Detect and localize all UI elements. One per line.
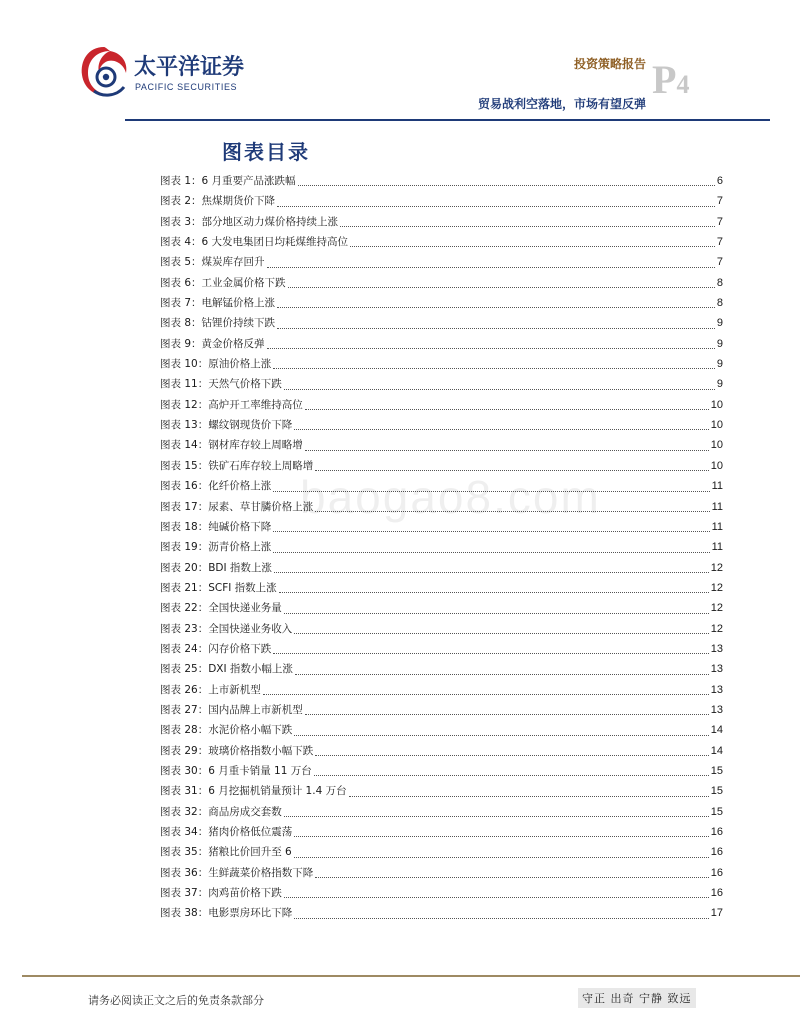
- toc-entry-label: 图表 30：6 月重卡销量 11 万台: [160, 764, 312, 777]
- toc-entry-page: 7: [716, 195, 723, 208]
- toc-entry[interactable]: [160, 293, 723, 313]
- page-number-badge: [652, 57, 690, 109]
- toc-entry-page: 7: [716, 256, 723, 269]
- toc-entry[interactable]: [160, 558, 723, 578]
- toc-leader-dots: [277, 327, 715, 329]
- toc-entry[interactable]: [160, 334, 723, 354]
- toc-entry-label: 图表 7：电解锰价格上涨: [160, 297, 276, 310]
- toc-leader-dots: [263, 693, 709, 695]
- toc-entry[interactable]: [160, 354, 723, 374]
- toc-entry-label: 图表 23：全国快递业务收入: [160, 622, 293, 635]
- toc-entry[interactable]: [160, 456, 723, 476]
- toc-entry-label: 图表 29：玻璃价格指数小幅下跌: [160, 744, 314, 757]
- toc-entry-page: 12: [710, 602, 723, 615]
- toc-entry[interactable]: [160, 232, 723, 252]
- toc-entry-page: 15: [710, 805, 723, 818]
- report-subtitle: 贸易战利空落地，市场有望反弹: [477, 97, 646, 111]
- toc-leader-dots: [273, 530, 709, 532]
- toc-leader-dots: [305, 713, 709, 715]
- toc-entry-page: 10: [710, 398, 723, 411]
- toc-entry-page: 16: [710, 887, 723, 900]
- toc-entry[interactable]: [160, 273, 723, 293]
- toc-entry-label: 图表 22：全国快递业务量: [160, 602, 282, 615]
- toc-entry[interactable]: [160, 517, 723, 537]
- toc-list: [160, 171, 723, 924]
- toc-leader-dots: [294, 917, 709, 919]
- watermark: baogao8.com: [300, 471, 601, 523]
- toc-entry-page: 17: [710, 907, 723, 920]
- toc-leader-dots: [284, 612, 709, 614]
- toc-entry-label: 图表 36：生鲜蔬菜价格指数下降: [160, 866, 314, 879]
- toc-entry[interactable]: [160, 476, 723, 496]
- toc-entry[interactable]: [160, 395, 723, 415]
- toc-entry[interactable]: [160, 883, 723, 903]
- toc-entry-label: 图表 3：部分地区动力煤价格持续上涨: [160, 215, 339, 228]
- toc-entry-page: 14: [710, 744, 723, 757]
- toc-entry-label: 图表 5：煤炭库存回升: [160, 256, 265, 269]
- toc-entry-label: 图表 8：钴锂价持续下跌: [160, 317, 276, 330]
- toc-leader-dots: [315, 876, 709, 878]
- toc-entry-page: 15: [710, 764, 723, 777]
- toc-entry-page: 12: [710, 581, 723, 594]
- toc-entry-page: 11: [711, 500, 723, 513]
- toc-entry-page: 12: [710, 561, 723, 574]
- toc-leader-dots: [350, 245, 715, 247]
- toc-leader-dots: [273, 652, 709, 654]
- toc-entry[interactable]: [160, 415, 723, 435]
- toc-leader-dots: [314, 774, 709, 776]
- toc-entry[interactable]: [160, 578, 723, 598]
- toc-entry-label: 图表 6：工业金属价格下跌: [160, 276, 286, 289]
- toc-entry-label: 图表 21：SCFI 指数上涨: [160, 581, 277, 594]
- toc-entry-label: 图表 26：上市新机型: [160, 683, 261, 696]
- toc-entry-page: 7: [716, 236, 723, 249]
- toc-entry[interactable]: [160, 497, 723, 517]
- toc-entry[interactable]: [160, 680, 723, 700]
- toc-entry-label: 图表 2：焦煤期货价下降: [160, 195, 276, 208]
- toc-leader-dots: [315, 754, 709, 756]
- page-number: 4: [676, 70, 690, 99]
- toc-entry[interactable]: [160, 741, 723, 761]
- toc-entry[interactable]: [160, 863, 723, 883]
- toc-entry-label: 图表 17：尿素、草甘膦价格上涨: [160, 500, 314, 513]
- toc-entry-label: 图表 38：电影票房环比下降: [160, 907, 293, 920]
- toc-entry[interactable]: [160, 537, 723, 557]
- toc-entry-label: 图表 35：猪粮比价回升至 6: [160, 846, 292, 859]
- toc-entry[interactable]: [160, 761, 723, 781]
- toc-leader-dots: [284, 896, 709, 898]
- toc-entry-page: 13: [710, 683, 723, 696]
- toc-entry-label: 图表 34：猪肉价格低位震荡: [160, 826, 293, 838]
- toc-entry-label: 图表 9：黄金价格反弹: [160, 337, 265, 350]
- toc-entry[interactable]: [160, 619, 723, 639]
- toc-entry[interactable]: [160, 212, 723, 232]
- toc-leader-dots: [340, 225, 715, 227]
- toc-entry-page: 11: [711, 541, 723, 554]
- toc-leader-dots: [274, 571, 709, 573]
- header-divider: [125, 119, 770, 121]
- toc-entry[interactable]: [160, 659, 723, 679]
- brand-name-en: PACIFIC SECURITIES: [135, 82, 238, 92]
- footer-disclaimer: 请务必阅读正文之后的免责条款部分: [88, 994, 264, 1007]
- toc-entry-label: 图表 31：6 月挖掘机销量预计 1.4 万台: [160, 785, 347, 798]
- toc-leader-dots: [305, 408, 709, 410]
- toc-entry-page: 11: [711, 480, 723, 493]
- toc-entry[interactable]: [160, 822, 723, 842]
- toc-entry-label: 图表 10：原油价格上涨: [160, 358, 272, 371]
- toc-entry-label: 图表 25：DXI 指数小幅上涨: [160, 663, 293, 676]
- toc-entry-page: 7: [716, 215, 723, 228]
- toc-entry-label: 图表 1：6 月重要产品涨跌幅: [160, 175, 296, 187]
- toc-entry-page: 16: [710, 846, 723, 859]
- toc-entry[interactable]: [160, 720, 723, 740]
- brand-name-cn: 太平洋证券: [134, 55, 245, 80]
- toc-entry-page: 16: [710, 866, 723, 879]
- toc-leader-dots: [284, 388, 715, 390]
- toc-leader-dots: [305, 449, 709, 451]
- toc-leader-dots: [315, 510, 709, 512]
- toc-leader-dots: [267, 347, 715, 349]
- toc-entry-page: 10: [710, 439, 723, 452]
- toc-leader-dots: [294, 428, 709, 430]
- toc-entry-label: 图表 18：纯碱价格下降: [160, 520, 272, 533]
- toc-entry-label: 图表 12：高炉开工率维持高位: [160, 398, 303, 411]
- toc-leader-dots: [349, 795, 709, 797]
- toc-entry[interactable]: [160, 374, 723, 394]
- page-header: [0, 0, 800, 125]
- toc-leader-dots: [279, 591, 709, 593]
- toc-leader-dots: [277, 306, 715, 308]
- toc-entry-label: 图表 32：商品房成交套数: [160, 805, 282, 818]
- toc-entry-page: 6: [716, 175, 723, 187]
- toc-entry[interactable]: [160, 435, 723, 455]
- toc-entry[interactable]: [160, 191, 723, 211]
- toc-leader-dots: [294, 734, 709, 736]
- toc-entry-label: 图表 13：螺纹钢现货价下降: [160, 419, 293, 432]
- toc-entry-label: 图表 15：铁矿石库存较上周略增: [160, 459, 314, 472]
- toc-leader-dots: [273, 490, 709, 492]
- toc-leader-dots: [273, 367, 715, 369]
- toc-leader-dots: [273, 551, 709, 553]
- toc-entry-page: 9: [716, 337, 723, 350]
- toc-entry-page: 8: [716, 276, 723, 289]
- toc-entry-page: 9: [716, 378, 723, 391]
- toc-entry-page: 11: [711, 520, 723, 533]
- report-type: 投资策略报告: [573, 57, 646, 71]
- toc-entry-page: 9: [716, 358, 723, 371]
- toc-entry-label: 图表 20：BDI 指数上涨: [160, 561, 272, 574]
- toc-entry-label: 图表 27：国内品牌上市新机型: [160, 703, 303, 716]
- toc-entry[interactable]: [160, 252, 723, 272]
- toc-entry-page: 10: [710, 419, 723, 432]
- toc-leader-dots: [284, 815, 709, 817]
- toc-entry[interactable]: [160, 700, 723, 720]
- toc-entry[interactable]: [160, 842, 723, 862]
- toc-entry[interactable]: [160, 171, 723, 191]
- toc-entry-page: 9: [716, 317, 723, 330]
- toc-leader-dots: [294, 632, 709, 634]
- toc-entry[interactable]: [160, 598, 723, 618]
- toc-entry[interactable]: [160, 781, 723, 801]
- toc-entry-page: 12: [710, 622, 723, 635]
- toc-entry-page: 14: [710, 724, 723, 737]
- toc-leader-dots: [288, 286, 715, 288]
- toc-entry-label: 图表 28：水泥价格小幅下跌: [160, 724, 293, 737]
- toc-entry-page: 10: [710, 459, 723, 472]
- toc-entry-label: 图表 37：肉鸡苗价格下跌: [160, 887, 282, 900]
- toc-leader-dots: [298, 184, 715, 186]
- toc-entry-label: 图表 11：天然气价格下跌: [160, 378, 282, 391]
- toc-leader-dots: [295, 673, 709, 675]
- toc-entry[interactable]: [160, 802, 723, 822]
- footer-motto: 守正 出奇 宁静 致远: [578, 988, 696, 1008]
- toc-leader-dots: [294, 835, 709, 837]
- toc-entry[interactable]: [160, 313, 723, 333]
- toc-entry-label: 图表 4：6 大发电集团日均耗煤维持高位: [160, 236, 349, 249]
- toc-leader-dots: [315, 469, 709, 471]
- pacific-securities-logo-icon: [76, 41, 132, 101]
- page-prefix: P: [652, 57, 677, 102]
- toc-leader-dots: [294, 856, 709, 858]
- toc-entry-label: 图表 14：钢材库存较上周略增: [160, 439, 303, 452]
- toc-entry-label: 图表 19：沥青价格上涨: [160, 541, 272, 554]
- toc-leader-dots: [267, 266, 715, 268]
- toc-entry[interactable]: [160, 639, 723, 659]
- toc-entry-label: 图表 24：闪存价格下跌: [160, 642, 272, 655]
- toc-entry-page: 16: [710, 826, 723, 838]
- toc-entry-page: 13: [710, 703, 723, 716]
- toc-entry[interactable]: [160, 903, 723, 923]
- toc-entry-page: 8: [716, 297, 723, 310]
- toc-title: 图表目录: [222, 140, 310, 164]
- toc-leader-dots: [277, 205, 715, 207]
- toc-entry-page: 13: [710, 663, 723, 676]
- footer-divider: [22, 975, 800, 977]
- toc-entry-page: 13: [710, 642, 723, 655]
- toc-entry-page: 15: [710, 785, 723, 798]
- toc-entry-label: 图表 16：化纤价格上涨: [160, 480, 272, 493]
